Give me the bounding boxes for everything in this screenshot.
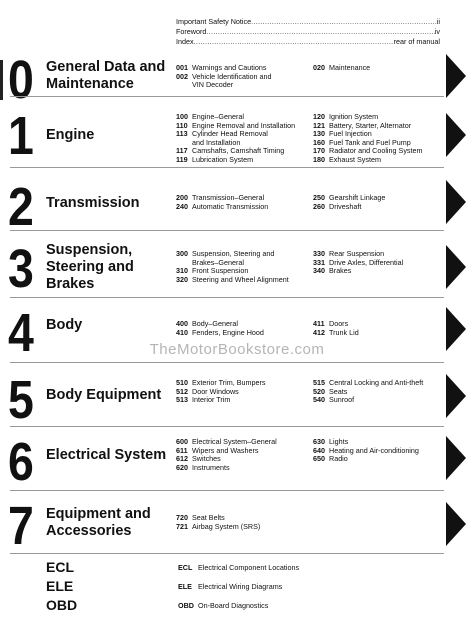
front-matter-label: Important Safety Notice xyxy=(176,17,252,26)
section-title[interactable]: Electrical System xyxy=(46,447,167,463)
dot-leader xyxy=(194,37,394,47)
section-entries-right xyxy=(313,379,423,405)
section-title[interactable]: Equipment and Accessories xyxy=(46,506,151,539)
chapter-title: Warnings and Cautions xyxy=(192,63,267,72)
section-title[interactable]: Transmission xyxy=(46,195,140,211)
section-entries-left xyxy=(176,250,289,284)
chapter-code: 310 xyxy=(176,266,188,276)
chapter-entry[interactable] xyxy=(313,203,385,212)
chapter-code: 120 xyxy=(313,112,325,121)
section-title[interactable]: Suspension, Steering and Brakes xyxy=(46,242,134,292)
front-matter xyxy=(176,17,440,47)
appendix-code: ECL xyxy=(178,563,193,572)
chapter-entry[interactable] xyxy=(176,464,277,473)
section-tab-arrow-icon[interactable] xyxy=(446,245,466,289)
chapter-code: 620 xyxy=(176,462,188,472)
appendix-entry[interactable] xyxy=(178,582,282,591)
front-matter-label: Foreword xyxy=(176,27,207,36)
chapter-code: 612 xyxy=(176,454,188,464)
chapter-title: Transmission–General xyxy=(192,193,265,202)
section-tab-arrow-icon[interactable] xyxy=(446,436,466,480)
chapter-title: Rear Suspension xyxy=(329,249,385,258)
chapter-entry[interactable] xyxy=(313,396,423,405)
section-tab-arrow-icon[interactable] xyxy=(446,502,466,546)
chapter-code: 520 xyxy=(313,386,325,396)
chapter-code: 002 xyxy=(176,71,188,81)
chapter-title: Cylinder Head Removal xyxy=(192,129,268,139)
chapter-entry[interactable] xyxy=(176,523,260,532)
section-number: 5 xyxy=(8,370,34,430)
chapter-code: 160 xyxy=(313,137,325,147)
chapter-entry[interactable] xyxy=(176,396,266,405)
section-divider xyxy=(10,167,444,168)
chapter-title: Lights xyxy=(329,437,349,446)
chapter-code: 240 xyxy=(176,201,188,211)
chapter-entry[interactable] xyxy=(313,259,403,268)
chapter-title: Central Locking and Anti-theft xyxy=(329,378,424,387)
section-title[interactable]: Body Equipment xyxy=(46,387,162,403)
chapter-title: Engine Removal and Installation xyxy=(192,120,296,130)
section-entries-left xyxy=(176,514,260,531)
chapter-code: 331 xyxy=(313,257,325,267)
appendix-title: Electrical Wiring Diagrams xyxy=(198,582,283,591)
chapter-title: Exhaust System xyxy=(329,154,381,164)
section-entries-left xyxy=(176,113,295,165)
chapter-title: Heating and Air-conditioning xyxy=(329,445,419,455)
chapter-title: Seat Belts xyxy=(192,513,225,522)
appendix-code: ELE xyxy=(178,582,192,591)
chapter-title: Battery, Starter, Alternator xyxy=(329,120,412,130)
chapter-title: Fenders, Engine Hood xyxy=(192,327,264,337)
chapter-title: Steering and Wheel Alignment xyxy=(192,274,289,284)
dot-leader xyxy=(206,27,434,37)
section-divider xyxy=(10,297,444,298)
chapter-title: and Installation xyxy=(192,137,241,147)
chapter-code: 119 xyxy=(176,154,188,164)
chapter-title: Engine–General xyxy=(192,112,244,121)
chapter-title: Maintenance xyxy=(329,63,371,72)
section-entries-left xyxy=(176,64,272,90)
chapter-code: 640 xyxy=(313,445,325,455)
chapter-title: VIN Decoder xyxy=(192,80,234,90)
chapter-code: 720 xyxy=(176,513,188,522)
chapter-code: 020 xyxy=(313,63,325,72)
chapter-code: 121 xyxy=(313,120,325,130)
binding-mark xyxy=(0,60,3,100)
front-matter-page: rear of manual xyxy=(393,37,440,46)
chapter-title: Fuel Injection xyxy=(329,129,372,139)
section-number: 4 xyxy=(8,303,34,363)
chapter-code: 170 xyxy=(313,146,325,156)
chapter-code: 300 xyxy=(176,249,188,258)
front-matter-row[interactable] xyxy=(176,17,440,27)
section-tab-arrow-icon[interactable] xyxy=(446,374,466,418)
appendix-title: On-Board Diagnostics xyxy=(198,601,269,610)
front-matter-label: Index xyxy=(176,37,194,46)
chapter-code: 540 xyxy=(313,395,325,405)
chapter-code: 130 xyxy=(313,129,325,139)
section-number: 0 xyxy=(8,50,34,110)
front-matter-row[interactable] xyxy=(176,27,440,37)
section-entries-left xyxy=(176,379,266,405)
section-title[interactable]: Engine xyxy=(46,127,95,143)
chapter-entry[interactable] xyxy=(313,64,370,73)
chapter-title: Ignition System xyxy=(329,112,379,121)
chapter-entry[interactable] xyxy=(313,267,403,276)
section-tab-arrow-icon[interactable] xyxy=(446,180,466,224)
section-entries-left xyxy=(176,320,264,337)
chapter-entry[interactable] xyxy=(176,81,272,90)
chapter-code: 117 xyxy=(176,146,188,156)
front-matter-page: ii xyxy=(436,17,440,26)
chapter-code: 721 xyxy=(176,521,188,531)
appendix-abbr[interactable]: OBD xyxy=(46,597,78,613)
chapter-title: Drive Axles, Differential xyxy=(329,257,404,267)
section-title[interactable]: General Data and Maintenance xyxy=(46,59,166,92)
section-entries-left xyxy=(176,194,268,211)
section-entries-right xyxy=(313,113,423,165)
chapter-code: 411 xyxy=(313,319,325,328)
chapter-code: 110 xyxy=(176,120,188,130)
chapter-title: Exterior Trim, Bumpers xyxy=(192,378,266,387)
chapter-title: Doors xyxy=(329,319,349,328)
section-number: 2 xyxy=(8,177,34,237)
chapter-code: 600 xyxy=(176,437,188,446)
chapter-code: 320 xyxy=(176,274,188,284)
chapter-title: Lubrication System xyxy=(192,154,254,164)
chapter-title: Brakes xyxy=(329,266,352,276)
chapter-title: Fuel Tank and Fuel Pump xyxy=(329,137,411,147)
chapter-title: Brakes–General xyxy=(192,257,244,267)
appendix-title: Electrical Component Locations xyxy=(198,563,300,572)
section-entries-left xyxy=(176,438,277,472)
chapter-code: 330 xyxy=(313,249,325,258)
dot-leader xyxy=(251,17,437,27)
chapter-title: Interior Trim xyxy=(192,395,231,405)
section-entries-right xyxy=(313,438,419,464)
chapter-code: 200 xyxy=(176,193,188,202)
chapter-code: 611 xyxy=(176,445,188,455)
chapter-title: Automatic Transmission xyxy=(192,201,269,211)
chapter-title: Radiator and Cooling System xyxy=(329,146,423,156)
chapter-code: 515 xyxy=(313,378,325,387)
section-title[interactable]: Body xyxy=(46,317,83,333)
chapter-title: Wipers and Washers xyxy=(192,445,259,455)
section-divider xyxy=(10,362,444,363)
section-divider xyxy=(10,230,444,231)
chapter-code: 001 xyxy=(176,63,188,72)
section-tab-arrow-icon[interactable] xyxy=(446,113,466,157)
chapter-code: 512 xyxy=(176,386,188,396)
chapter-code: 260 xyxy=(313,201,325,211)
chapter-title: Seats xyxy=(329,386,348,396)
chapter-code: 180 xyxy=(313,154,325,164)
section-divider xyxy=(10,426,444,427)
front-matter-row[interactable] xyxy=(176,37,440,47)
front-matter-page: iv xyxy=(434,27,440,36)
section-number: 6 xyxy=(8,432,34,492)
chapter-title: Front Suspension xyxy=(192,266,249,276)
chapter-entry[interactable] xyxy=(176,329,264,338)
chapter-title: Suspension, Steering and xyxy=(192,249,275,258)
chapter-title: Sunroof xyxy=(329,395,355,405)
chapter-code: 400 xyxy=(176,319,188,328)
appendix-entry[interactable] xyxy=(178,601,268,610)
chapter-title: Door Windows xyxy=(192,386,239,396)
appendix-abbr[interactable]: ELE xyxy=(46,578,74,594)
chapter-title: Gearshift Linkage xyxy=(329,193,386,202)
section-tab-arrow-icon[interactable] xyxy=(446,54,466,98)
section-entries-right xyxy=(313,194,385,211)
watermark: TheMotorBookstore.com xyxy=(149,341,325,358)
chapter-code: 410 xyxy=(176,327,188,337)
chapter-entry[interactable] xyxy=(313,329,359,338)
section-entries-right xyxy=(313,320,359,337)
chapter-code: 113 xyxy=(176,129,188,139)
chapter-title: Instruments xyxy=(192,462,230,472)
chapter-title: Radio xyxy=(329,454,348,464)
section-entries-right xyxy=(313,250,403,276)
section-divider xyxy=(10,490,444,491)
chapter-title: Airbag System (SRS) xyxy=(192,521,261,531)
chapter-code: 100 xyxy=(176,112,188,121)
chapter-title: Switches xyxy=(192,454,221,464)
section-divider xyxy=(10,553,444,554)
section-number: 3 xyxy=(8,239,34,299)
chapter-code: 412 xyxy=(313,327,325,337)
chapter-title: Camshafts, Camshaft Timing xyxy=(192,146,285,156)
chapter-entry[interactable] xyxy=(313,156,423,165)
appendix-code: OBD xyxy=(178,601,194,610)
section-divider xyxy=(10,96,444,97)
chapter-code: 510 xyxy=(176,378,188,387)
chapter-code: 250 xyxy=(313,193,325,202)
section-entries-right xyxy=(313,64,370,73)
section-number: 1 xyxy=(8,106,34,166)
chapter-title: Electrical System–General xyxy=(192,437,277,446)
chapter-title: Body–General xyxy=(192,319,238,328)
chapter-entry[interactable] xyxy=(176,276,289,285)
section-number: 7 xyxy=(8,496,34,556)
chapter-code xyxy=(176,81,192,90)
chapter-code: 650 xyxy=(313,454,325,464)
chapter-code: 513 xyxy=(176,395,188,405)
appendix-entry[interactable] xyxy=(178,563,299,572)
chapter-entry[interactable] xyxy=(313,455,419,464)
chapter-title: Vehicle Identification and xyxy=(192,71,272,81)
chapter-title: Trunk Lid xyxy=(329,327,359,337)
chapter-title: Driveshaft xyxy=(329,201,362,211)
appendix-abbr[interactable]: ECL xyxy=(46,559,74,575)
chapter-entry[interactable] xyxy=(176,156,295,165)
chapter-code: 630 xyxy=(313,437,325,446)
chapter-entry[interactable] xyxy=(176,203,268,212)
chapter-code: 340 xyxy=(313,266,325,276)
